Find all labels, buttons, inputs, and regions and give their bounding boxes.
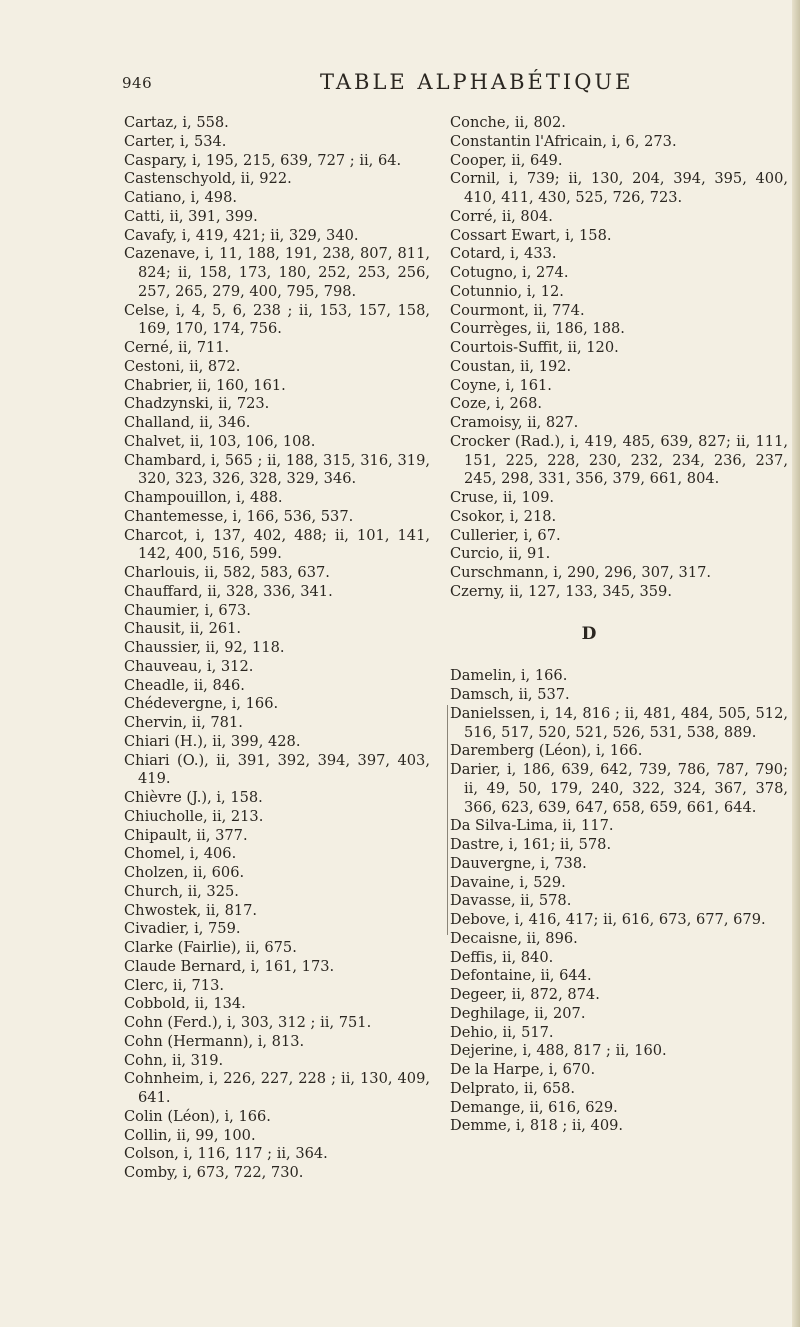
- index-entry: Catiano, i, 498.: [124, 189, 238, 206]
- index-entry: Chambard, i, 565 ; ii, 188, 315, 316, 319, 320, 323, 326, 328, 329, 346.: [124, 451, 430, 488]
- index-entry: Comby, i, 673, 722, 730.: [124, 1164, 304, 1181]
- index-column-left: [124, 114, 430, 1183]
- index-entry: Conche, ii, 802.: [450, 114, 566, 131]
- index-entry: Cazenave, i, 11, 188, 191, 238, 807, 811, 824; ii, 158, 173, 180, 252, 253, 256, 257, 265, 279, 400, 795, 798.: [124, 245, 430, 300]
- index-entry: Demme, i, 818 ; ii, 409.: [450, 1117, 624, 1135]
- index-entry: Csokor, i, 218.: [450, 507, 557, 525]
- index-entry: Champouillon, i, 488.: [124, 489, 283, 506]
- index-entry: Chausit, ii, 261.: [124, 620, 242, 638]
- index-entry: Dehio, ii, 517.: [450, 1023, 554, 1041]
- index-entry: Collin, ii, 99, 100.: [124, 1126, 256, 1144]
- index-entry: Carter, i, 534.: [124, 132, 227, 150]
- page-header: [0, 70, 800, 104]
- index-entry: Deffis, ii, 840.: [450, 948, 554, 966]
- index-entry: Coyne, i, 161.: [450, 376, 552, 394]
- index-entry: Debove, i, 416, 417; ii, 616, 673, 677, 679.: [450, 911, 766, 928]
- index-entry: Chauveau, i, 312.: [124, 657, 254, 675]
- running-title: TABLE ALPHABÉTIQUE: [320, 70, 634, 94]
- index-entry: Cramoisy, ii, 827.: [450, 414, 579, 431]
- column-rule: [447, 705, 448, 935]
- page-edge: [792, 0, 800, 1327]
- index-entry: Coze, i, 268.: [450, 395, 542, 413]
- index-entry: Challand, ii, 346.: [124, 414, 251, 431]
- index-entry: Cohn, ii, 319.: [124, 1051, 224, 1069]
- index-entry: Cestoni, ii, 872.: [124, 357, 241, 375]
- index-entry: Delprato, ii, 658.: [450, 1079, 576, 1097]
- index-entry: Clarke (Fairlie), ii, 675.: [124, 939, 297, 956]
- index-entry: Cossart Ewart, i, 158.: [450, 226, 612, 244]
- index-entry: Caspary, i, 195, 215, 639, 727 ; ii, 64.: [124, 151, 402, 169]
- index-entry: Charlouis, ii, 582, 583, 637.: [124, 564, 330, 581]
- index-entry: Davaine, i, 529.: [450, 873, 566, 891]
- index-entry: De la Harpe, i, 670.: [450, 1061, 596, 1078]
- index-entry: Cotugno, i, 274.: [450, 264, 569, 281]
- index-entry: Church, ii, 325.: [124, 882, 239, 900]
- index-entry: Decaisne, ii, 896.: [450, 929, 578, 947]
- index-entry: Castenschyold, ii, 922.: [124, 170, 292, 188]
- index-entry: Daremberg (Léon), i, 166.: [450, 742, 643, 760]
- index-entry: Chantemesse, i, 166, 536, 537.: [124, 507, 354, 525]
- index-entry: Dauvergne, i, 738.: [450, 854, 587, 872]
- index-section-c: [450, 114, 788, 602]
- index-entry: Cotard, i, 433.: [450, 245, 557, 263]
- index-entry: Courmont, ii, 774.: [450, 301, 585, 319]
- index-entry: Colson, i, 116, 117 ; ii, 364.: [124, 1145, 328, 1163]
- index-entry: Claude Bernard, i, 161, 173.: [124, 957, 335, 975]
- index-entry: Cornil, i, 739; ii, 130, 204, 394, 395, 400, 410, 411, 430, 525, 726, 723.: [450, 170, 788, 206]
- index-entry: Chaussier, ii, 92, 118.: [124, 639, 285, 656]
- index-entry: Cholzen, ii, 606.: [124, 864, 245, 881]
- index-entry: Courrèges, ii, 186, 188.: [450, 320, 625, 338]
- index-entry: Chwostek, ii, 817.: [124, 901, 258, 919]
- index-entry: Chiucholle, ii, 213.: [124, 807, 264, 825]
- index-entry: Corré, ii, 804.: [450, 207, 553, 225]
- index-entry: Chervin, ii, 781.: [124, 714, 243, 731]
- index-entry: Chièvre (J.), i, 158.: [124, 789, 263, 806]
- index-entry: Cotunnio, i, 12.: [450, 282, 564, 300]
- index-entry: Davasse, ii, 578.: [450, 892, 572, 910]
- section-letter-d: D: [581, 623, 597, 644]
- index-entry: Clerc, ii, 713.: [124, 976, 225, 994]
- index-entry: Catti, ii, 391, 399.: [124, 207, 258, 225]
- index-entry: Charcot, i, 137, 402, 488; ii, 101, 141, 142, 400, 516, 599.: [124, 526, 430, 563]
- index-entry: Damelin, i, 166.: [450, 667, 568, 685]
- index-entry: Cobbold, ii, 134.: [124, 995, 246, 1013]
- index-entry: Cohn (Ferd.), i, 303, 312 ; ii, 751.: [124, 1014, 372, 1031]
- index-entry: Celse, i, 4, 5, 6, 238 ; ii, 153, 157, 158, 169, 170, 174, 756.: [124, 301, 430, 338]
- index-entry: Cheadle, ii, 846.: [124, 676, 245, 694]
- index-entry: Chaumier, i, 673.: [124, 601, 251, 619]
- index-entry: Coustan, ii, 192.: [450, 357, 572, 375]
- index-entry: Darier, i, 186, 639, 642, 739, 786, 787, 790; ii, 49, 50, 179, 240, 322, 324, 367, 378, 366, 623, 639, 647, 658, 659, 661, 644.: [450, 761, 788, 816]
- index-entry: Cruse, ii, 109.: [450, 489, 555, 506]
- index-entry: Deghilage, ii, 207.: [450, 1004, 586, 1022]
- index-entry: Cartaz, i, 558.: [124, 114, 229, 131]
- index-entry: Chédevergne, i, 166.: [124, 695, 279, 713]
- index-entry: Chabrier, ii, 160, 161.: [124, 376, 286, 394]
- index-entry: Demange, ii, 616, 629.: [450, 1098, 618, 1116]
- index-column-right: [450, 114, 788, 1136]
- index-entry: Chiari (H.), ii, 399, 428.: [124, 732, 301, 750]
- index-entry: Danielssen, i, 14, 816 ; ii, 481, 484, 505, 512, 516, 517, 520, 521, 526, 531, 538, 889.: [450, 704, 788, 741]
- index-entry: Chiari (O.), ii, 391, 392, 394, 397, 403, 419.: [124, 751, 430, 788]
- index-entry: Degeer, ii, 872, 874.: [450, 986, 600, 1003]
- index-entry: Chipault, ii, 377.: [124, 826, 248, 844]
- page-number: 946: [122, 74, 153, 92]
- index-entry: Chadzynski, ii, 723.: [124, 395, 270, 413]
- index-entry: Cerné, ii, 711.: [124, 339, 230, 356]
- index-entry: Colin (Léon), i, 166.: [124, 1107, 271, 1125]
- index-entry: Dejerine, i, 488, 817 ; ii, 160.: [450, 1042, 667, 1060]
- index-entry: Civadier, i, 759.: [124, 920, 241, 938]
- index-entry: Da Silva-Lima, ii, 117.: [450, 817, 614, 835]
- index-entry: Crocker (Rad.), i, 419, 485, 639, 827; ii, 111, 151, 225, 228, 230, 232, 234, 236, 237, 245, 298, 331, 356, 379, 661, 804.: [450, 432, 788, 488]
- index-entry: Cavafy, i, 419, 421; ii, 329, 340.: [124, 226, 359, 244]
- index-entry: Courtois-Suffit, ii, 120.: [450, 339, 619, 356]
- index-entry: Dastre, i, 161; ii, 578.: [450, 836, 612, 853]
- index-entry: Cooper, ii, 649.: [450, 151, 563, 169]
- index-entry: Czerny, ii, 127, 133, 345, 359.: [450, 582, 672, 600]
- index-entry: Defontaine, ii, 644.: [450, 967, 592, 985]
- index-entry: Chalvet, ii, 103, 106, 108.: [124, 432, 316, 450]
- index-entry: Curcio, ii, 91.: [450, 545, 551, 563]
- index-entry: Damsch, ii, 537.: [450, 686, 570, 703]
- index-entry: Cohnheim, i, 226, 227, 228 ; ii, 130, 409, 641.: [124, 1070, 430, 1106]
- index-entry: Cullerier, i, 67.: [450, 526, 561, 544]
- index-entry: Cohn (Hermann), i, 813.: [124, 1032, 305, 1050]
- index-entry: Chomel, i, 406.: [124, 845, 237, 863]
- index-section-d: [450, 667, 788, 1136]
- index-entry: Chauffard, ii, 328, 336, 341.: [124, 582, 333, 600]
- index-entry: Constantin l'Africain, i, 6, 273.: [450, 132, 677, 150]
- index-entry: Curschmann, i, 290, 296, 307, 317.: [450, 564, 712, 581]
